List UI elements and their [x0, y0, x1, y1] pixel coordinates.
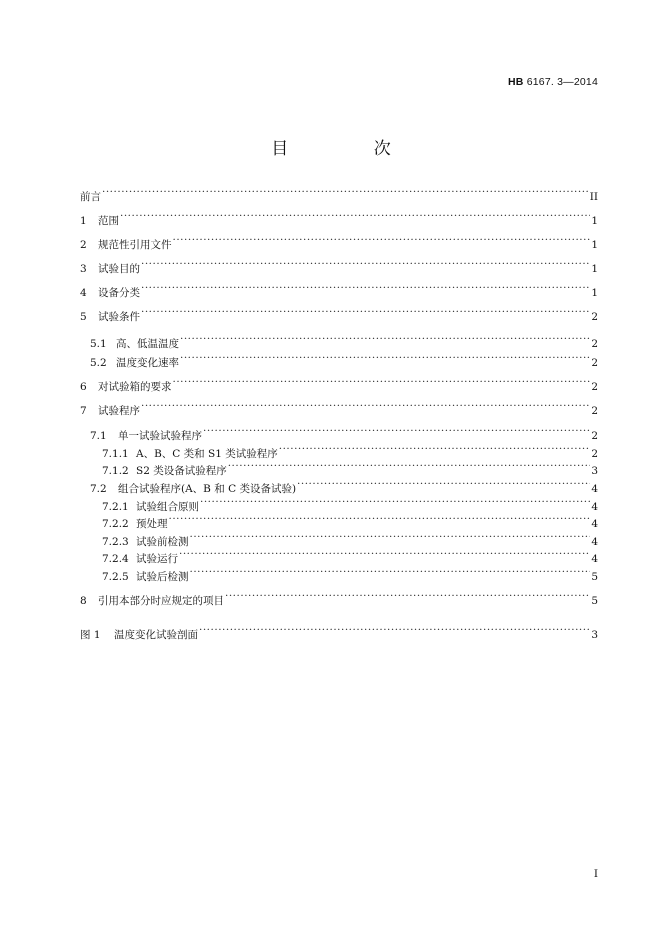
toc-entry-text: 试验程序 [98, 405, 140, 417]
toc-leader-dots [179, 548, 590, 562]
toc-entry-page: 2 [591, 430, 598, 442]
toc-entry-7-2-3[interactable] [102, 531, 598, 549]
toc-entry-7-2-1[interactable] [102, 496, 598, 514]
toc-entry-page: 4 [591, 501, 598, 513]
toc-leader-dots [120, 210, 590, 224]
toc-entry-6[interactable] [80, 376, 598, 394]
toc-entry-number: 1 [80, 215, 87, 227]
document-code-number: 6167. 3—2014 [526, 76, 598, 88]
toc-entry-text: 试验后检测 [136, 571, 189, 583]
toc-entry-number: 7.2.3 [102, 536, 129, 548]
toc-entry-page: 2 [591, 405, 598, 417]
toc-entry-text: 温度变化速率 [116, 357, 179, 369]
toc-entry-page: II [589, 191, 598, 203]
toc-entry-number: 7.1.1 [102, 448, 129, 460]
toc-entry-number: 7.2.1 [102, 501, 129, 513]
toc-entry-page: 4 [591, 518, 598, 530]
toc-entry-text: 前言 [80, 191, 101, 203]
toc-leader-dots [180, 352, 590, 366]
toc-entry-1[interactable] [80, 210, 598, 228]
toc-leader-dots [190, 531, 591, 545]
toc-entry-text: 预处理 [136, 518, 168, 530]
toc-entry-number: 图 1 [80, 629, 101, 641]
toc-leader-dots [199, 624, 590, 638]
document-code-prefix: HB [508, 76, 524, 88]
toc-leader-dots [279, 443, 591, 457]
toc-entry-text: 组合试验程序(A、B 和 C 类设备试验) [118, 483, 297, 495]
toc-leader-dots [173, 234, 591, 248]
toc-entry-number: 7.2 [90, 483, 107, 495]
toc-entry-number: 7.2.5 [102, 571, 129, 583]
page-number: I [593, 868, 598, 880]
toc-entry-page: 4 [591, 536, 598, 548]
toc-entry-text: 范围 [98, 215, 119, 227]
toc-entry-number: 8 [80, 595, 87, 607]
toc-entry-page: 2 [591, 338, 598, 350]
toc-entry-5[interactable] [80, 306, 598, 324]
toc-entry-7-2-5[interactable] [102, 566, 598, 584]
toc-entry-page: 2 [591, 357, 598, 369]
toc-entry-5-2[interactable] [90, 352, 598, 370]
toc-entry-text: 设备分类 [98, 287, 140, 299]
toc-leader-dots [141, 400, 590, 414]
toc-entry-page: 1 [591, 263, 598, 275]
toc-entry-page: 4 [591, 483, 598, 495]
toc-leader-dots [141, 282, 590, 296]
toc-entry-7-2-4[interactable] [102, 548, 598, 566]
toc-entry-number: 6 [80, 381, 87, 393]
toc-entry-page: 3 [591, 465, 598, 477]
toc-entry-number: 7 [80, 405, 87, 417]
toc-entry-foreword[interactable] [80, 186, 598, 204]
toc-entry-text: 试验组合原则 [136, 501, 199, 513]
toc-leader-dots [190, 566, 591, 580]
toc-entry-number: 5 [80, 311, 87, 323]
toc-entry-3[interactable] [80, 258, 598, 276]
toc-entry-text: 单一试验试验程序 [118, 430, 202, 442]
toc-entry-4[interactable] [80, 282, 598, 300]
toc-entry-text: 试验目的 [98, 263, 140, 275]
toc-entry-number: 5.1 [90, 338, 107, 350]
toc-entry-number: 2 [80, 239, 87, 251]
toc-entry-page: 5 [591, 571, 598, 583]
toc-entry-text: 试验运行 [136, 553, 178, 565]
toc-entry-page: 4 [591, 553, 598, 565]
toc-entry-7-1-1[interactable] [102, 443, 598, 461]
toc-entry-text: 高、低温温度 [116, 338, 179, 350]
toc-leader-dots [225, 590, 590, 604]
toc-leader-dots [141, 306, 590, 320]
toc-entry-page: 1 [591, 215, 598, 227]
toc-leader-dots [180, 333, 590, 347]
toc-entry-8[interactable] [80, 590, 598, 608]
toc-leader-dots [200, 496, 590, 510]
toc-entry-figure-1[interactable] [80, 624, 598, 642]
toc-entry-number: 4 [80, 287, 87, 299]
toc-entry-number: 7.1.2 [102, 465, 129, 477]
toc-entry-page: 2 [591, 448, 598, 460]
toc-leader-dots [173, 376, 591, 390]
toc-entry-text: 对试验箱的要求 [98, 381, 172, 393]
toc-leader-dots [141, 258, 590, 272]
toc-entry-page: 1 [591, 239, 598, 251]
toc-entry-text: 试验前检测 [136, 536, 189, 548]
toc-leader-dots [228, 460, 591, 474]
toc-entry-page: 1 [591, 287, 598, 299]
toc-entry-7[interactable] [80, 400, 598, 418]
toc-entry-page: 2 [591, 311, 598, 323]
toc-entry-text: 温度变化试验剖面 [114, 629, 198, 641]
toc-entry-text: A、B、C 类和 S1 类试验程序 [136, 448, 278, 460]
toc-entry-text: 试验条件 [98, 311, 140, 323]
toc-entry-7-2-2[interactable] [102, 513, 598, 531]
toc-entry-page: 5 [591, 595, 598, 607]
toc-entry-7-1-2[interactable] [102, 460, 598, 478]
toc-entry-5-1[interactable] [90, 333, 598, 351]
toc-entry-2[interactable] [80, 234, 598, 252]
toc-leader-dots [102, 186, 589, 200]
toc-entry-number: 7.2.4 [102, 553, 129, 565]
toc-leader-dots [297, 478, 590, 492]
toc-entry-page: 2 [591, 381, 598, 393]
toc-leader-dots [169, 513, 591, 527]
toc-entry-text: 规范性引用文件 [98, 239, 172, 251]
toc-entry-number: 7.1 [90, 430, 107, 442]
toc-entry-text: 引用本部分时应规定的项目 [98, 595, 224, 607]
toc-entry-7-1[interactable] [90, 425, 598, 443]
toc-entry-number: 7.2.2 [102, 518, 129, 530]
toc-entry-7-2[interactable] [90, 478, 598, 496]
toc-entry-number: 5.2 [90, 357, 107, 369]
toc-leader-dots [203, 425, 590, 439]
toc-entry-number: 3 [80, 263, 87, 275]
toc-entry-text: S2 类设备试验程序 [136, 465, 227, 477]
page-title: 目 次 [271, 139, 431, 159]
document-code [508, 76, 598, 88]
toc-entry-page: 3 [591, 629, 598, 641]
